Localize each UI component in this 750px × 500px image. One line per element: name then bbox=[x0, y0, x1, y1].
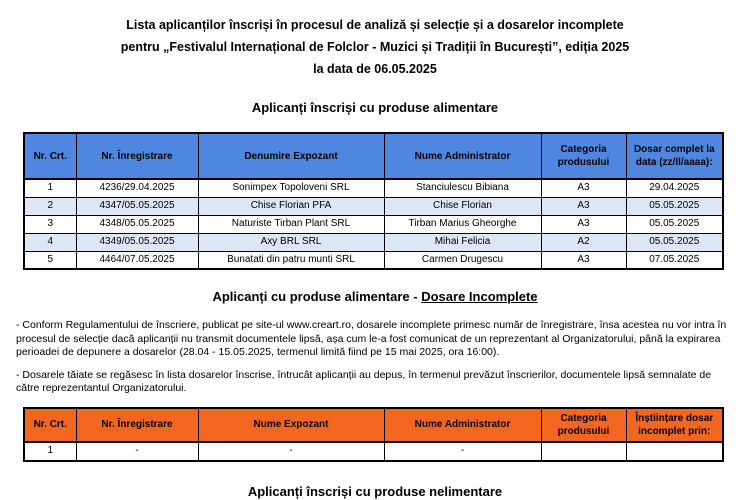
column-header-categoria: Categoria produsului bbox=[541, 133, 626, 179]
cell-categoria: A3 bbox=[541, 179, 626, 197]
cell-nume-administrator: Stanciulescu Bibiana bbox=[384, 179, 541, 197]
column-header-instiintare: Înștiințare dosar incomplet prin: bbox=[626, 408, 723, 442]
cell-denumire-expozant: Sonimpex Topoloveni SRL bbox=[198, 179, 384, 197]
cell-nume-administrator: Tirban Marius Gheorghe bbox=[384, 215, 541, 233]
table-header-row bbox=[24, 408, 723, 442]
cell-nume-expozant: - bbox=[198, 442, 384, 461]
table-row bbox=[24, 233, 723, 251]
cell-nr-inregistrare: 4349/05.05.2025 bbox=[76, 233, 198, 251]
cell-categoria: A3 bbox=[541, 197, 626, 215]
notes-block bbox=[16, 319, 736, 396]
table-row bbox=[24, 442, 723, 461]
table-row bbox=[24, 251, 723, 269]
cell-denumire-expozant: Axy BRL SRL bbox=[198, 233, 384, 251]
cell-nume-administrator: Chise Florian bbox=[384, 197, 541, 215]
column-header-nr-crt: Nr. Crt. bbox=[24, 133, 76, 179]
incomplete-files-table bbox=[23, 407, 724, 462]
cell-nr-crt: 4 bbox=[24, 233, 76, 251]
column-header-nr-inregistrare: Nr. Înregistrare bbox=[76, 408, 198, 442]
document-title bbox=[0, 14, 750, 80]
cell-nr-crt: 1 bbox=[24, 179, 76, 197]
cell-nr-inregistrare: 4236/29.04.2025 bbox=[76, 179, 198, 197]
cell-categoria bbox=[541, 442, 626, 461]
cell-nume-administrator: - bbox=[384, 442, 541, 461]
cell-dosar-complet: 29.04.2025 bbox=[626, 179, 723, 197]
cell-nr-inregistrare: 4347/05.05.2025 bbox=[76, 197, 198, 215]
table-row bbox=[24, 179, 723, 197]
table-row bbox=[24, 197, 723, 215]
heading-nonfood-applicants: Aplicanți înscriși cu produse nelimentare bbox=[247, 483, 503, 499]
column-header-nr-crt: Nr. Crt. bbox=[24, 408, 76, 442]
cell-instiintare bbox=[626, 442, 723, 461]
cell-categoria: A3 bbox=[541, 215, 626, 233]
heading-incomplete-files bbox=[0, 289, 750, 304]
heading-incomplete-underlined: Dosare Incomplete bbox=[421, 289, 538, 304]
title-line-2: pentru „Festivalul Internațional de Folclor - Muzici și Tradiții în București”, ediția 2025 bbox=[120, 40, 630, 54]
cell-dosar-complet: 07.05.2025 bbox=[626, 251, 723, 269]
cell-nr-crt: 2 bbox=[24, 197, 76, 215]
cell-categoria: A2 bbox=[541, 233, 626, 251]
cell-nr-crt: 5 bbox=[24, 251, 76, 269]
heading-food-applicants: Aplicanți înscriși cu produse alimentare bbox=[251, 100, 499, 115]
note-regulation: - Conform Regulamentului de înscriere, publicat pe site-ul www.creart.ro, dosarele incomplete primesc număr de înregistrare, însa acestea nu vor intra în procesul de selecție dacă aplicanții nu transmit documentele lipsă, așa cum le-a fost comunicat de un reprezentant al Organizatorului, până la expirarea perioadei de depunere a dosarelor (28.04 - 15.05.2025, termenul limită fiind pe 15 mai 2025, ora 16:00). bbox=[16, 319, 727, 358]
cell-nr-crt: 3 bbox=[24, 215, 76, 233]
column-header-dosar-complet: Dosar complet la data (zz/ll/aaaa): bbox=[626, 133, 723, 179]
column-header-nume-administrator: Nume Administrator bbox=[384, 133, 541, 179]
column-header-nume-administrator: Nume Administrator bbox=[384, 408, 541, 442]
cell-categoria: A3 bbox=[541, 251, 626, 269]
column-header-nume-expozant: Nume Expozant bbox=[198, 408, 384, 442]
cell-denumire-expozant: Bunatati din patru munti SRL bbox=[198, 251, 384, 269]
table-header-row bbox=[24, 133, 723, 179]
column-header-categoria: Categoria produsului bbox=[541, 408, 626, 442]
cell-nr-crt: 1 bbox=[24, 442, 76, 461]
table-row bbox=[24, 215, 723, 233]
cell-nume-administrator: Mihai Felicia bbox=[384, 233, 541, 251]
cell-nr-inregistrare: - bbox=[76, 442, 198, 461]
document-page bbox=[0, 14, 750, 500]
food-applicants-table bbox=[23, 132, 724, 270]
cell-dosar-complet: 05.05.2025 bbox=[626, 197, 723, 215]
cell-nr-inregistrare: 4348/05.05.2025 bbox=[76, 215, 198, 233]
cell-nume-administrator: Carmen Drugescu bbox=[384, 251, 541, 269]
cell-denumire-expozant: Chise Florian PFA bbox=[198, 197, 384, 215]
title-line-3: la data de 06.05.2025 bbox=[313, 62, 437, 76]
cell-dosar-complet: 05.05.2025 bbox=[626, 215, 723, 233]
title-line-1: Lista aplicanților înscriși în procesul de analiză și selecție și a dosarelor incomplete bbox=[126, 18, 624, 32]
column-header-nr-inregistrare: Nr. Înregistrare bbox=[76, 133, 198, 179]
cell-dosar-complet: 05.05.2025 bbox=[626, 233, 723, 251]
column-header-denumire-expozant: Denumire Expozant bbox=[198, 133, 384, 179]
cell-denumire-expozant: Naturiste Tirban Plant SRL bbox=[198, 215, 384, 233]
heading-incomplete-prefix: Aplicanți cu produse alimentare - bbox=[212, 289, 422, 304]
note-crossed-files: - Dosarele tăiate se regăsesc în lista dosarelor înscrise, întrucât aplicanții au depus, în termenul prevăzut înscrierilor, documentele lipsă semnalate de către reprezentantul Organizatorului. bbox=[16, 368, 712, 394]
cell-nr-inregistrare: 4464/07.05.2025 bbox=[76, 251, 198, 269]
